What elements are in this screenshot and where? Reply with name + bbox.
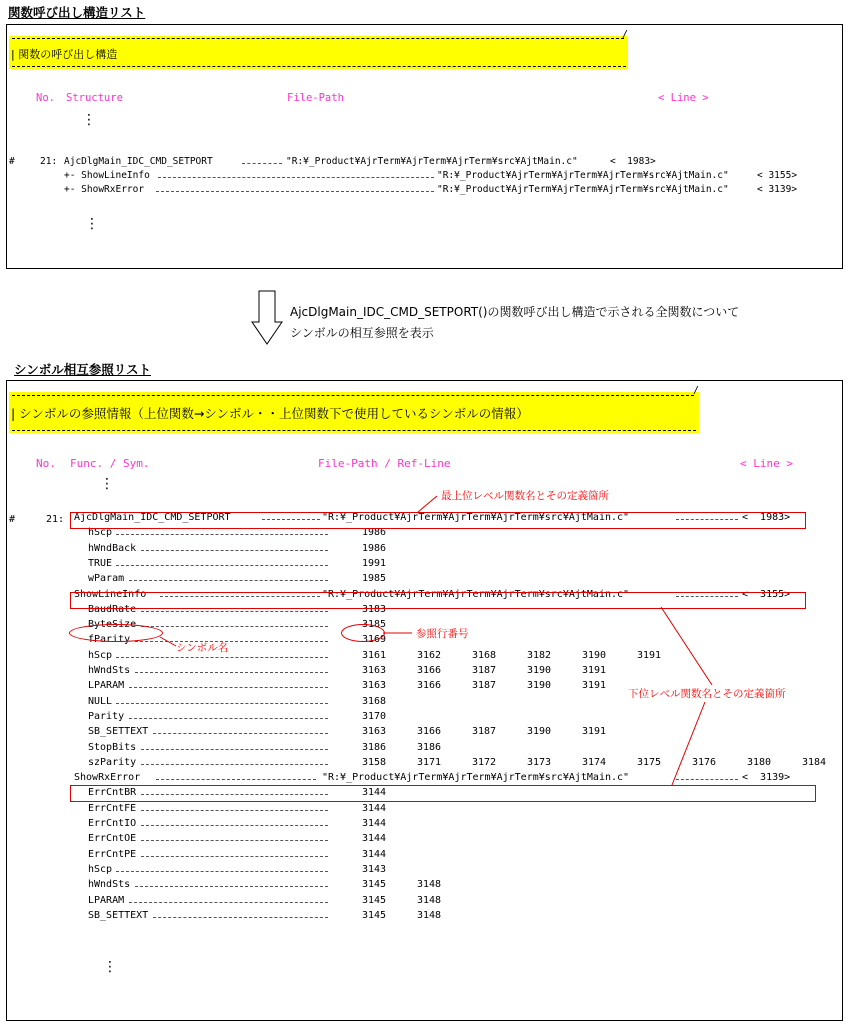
- xref-ref-line-number: 3148: [416, 879, 442, 891]
- xref-ref-line-number: 3191: [636, 649, 662, 661]
- xref-symbol-name: hWndBack: [88, 542, 137, 554]
- xref-ref-line-number: 3175: [636, 756, 662, 768]
- xref-ref-line-number: 3145: [361, 909, 387, 921]
- xref-ref-line-number: 1985: [361, 573, 387, 585]
- xref-ref-line-number: 3187: [471, 680, 497, 692]
- xref-ref-line-number: 3144: [361, 802, 387, 814]
- xref-symbol-name: wParam: [88, 573, 125, 585]
- xref-ref-line-number: 3148: [416, 894, 442, 906]
- xref-ref-line-number: 1986: [361, 542, 387, 554]
- xref-banner-slash: /: [693, 385, 700, 396]
- xref-ref-line-number: 3166: [416, 726, 442, 738]
- s1-child-path: "R:¥_Product¥AjrTerm¥AjrTerm¥AjrTerm¥src¥AjtMain.c": [437, 184, 729, 195]
- xref-symbol-name: ErrCntIO: [88, 818, 137, 829]
- xref-function-line: < 1983>: [742, 512, 791, 523]
- xref-ref-line-number: 3163: [361, 680, 387, 692]
- annotation-ref-line: 参照行番号: [416, 628, 469, 640]
- xref-symbol-name: SB_SETTEXT: [88, 726, 149, 738]
- xref-ref-line-number: 3180: [746, 756, 772, 768]
- s1-row-hash: #: [9, 156, 15, 167]
- s1-child-line: < 3139>: [757, 184, 798, 195]
- xref-function-path: "R:¥_Product¥AjrTerm¥AjrTerm¥AjrTerm¥src¥AjtMain.c": [322, 588, 630, 600]
- xref-ref-line-number: 3172: [471, 756, 497, 768]
- s1-child-name: +- ShowLineInfo: [64, 170, 150, 181]
- xref-symbol-name: szParity: [88, 756, 137, 768]
- xref-ref-line-number: 3166: [416, 665, 442, 676]
- xref-symbol-name: LPARAM: [88, 894, 125, 906]
- xref-ref-line-number: 3191: [581, 680, 607, 692]
- s2-ellipsis-bottom: ⋮: [103, 959, 117, 975]
- xref-ref-line-number: 3163: [361, 726, 387, 738]
- xref-ref-line-number: 3182: [526, 649, 552, 661]
- s1-header-filepath: File-Path: [287, 92, 344, 104]
- xref-ref-line-number: 3162: [416, 649, 442, 661]
- xref-symbol-name: ErrCntFE: [88, 802, 137, 814]
- xref-ref-line-number: 3158: [361, 756, 387, 768]
- xref-ref-line-number: 3190: [526, 726, 552, 738]
- xref-ref-line-number: 3169: [361, 634, 387, 646]
- s2-header-filepath: File-Path / Ref-Line: [318, 457, 451, 470]
- xref-ref-line-number: 3143: [361, 863, 387, 875]
- arrow-note-line2: シンボルの相互参照を表示: [290, 326, 434, 340]
- s1-row-line: < 1983>: [610, 156, 656, 167]
- xref-ref-line-number: 3144: [361, 848, 387, 860]
- xref-ref-line-number: 3191: [581, 665, 607, 676]
- xref-ref-line-number: 3184: [801, 756, 827, 768]
- xref-ref-line-number: 3145: [361, 894, 387, 906]
- xref-symbol-name: hScp: [88, 649, 113, 661]
- xref-symbol-name: Parity: [88, 710, 125, 722]
- xref-symbol-name: TRUE: [88, 557, 113, 569]
- xref-ref-line-number: 3190: [526, 665, 552, 676]
- xref-ref-line-number: 3174: [581, 756, 607, 768]
- xref-function-path: "R:¥_Product¥AjrTerm¥AjrTerm¥AjrTerm¥src¥AjtMain.c": [322, 772, 630, 784]
- xref-ref-line-number: 3144: [361, 833, 387, 845]
- s2-row-hash: #: [9, 514, 16, 525]
- s2-row-number: 21:: [46, 514, 65, 525]
- s2-header-no: No.: [36, 457, 56, 470]
- annotation-top-func: 最上位レベル関数名とその定義箇所: [441, 490, 609, 502]
- xref-ref-line-number: 3183: [361, 603, 387, 615]
- xref-symbol-name: fParity: [88, 634, 131, 646]
- xref-symbol-name: hScp: [88, 527, 113, 539]
- xref-symbol-name: ErrCntBR: [88, 787, 137, 799]
- s2-ellipsis-top: ⋮: [100, 476, 114, 492]
- section2-title: シンボル相互参照リスト: [14, 362, 151, 377]
- xref-function-name: ShowRxError: [74, 772, 141, 784]
- xref-ref-line-number: 3168: [361, 695, 387, 707]
- xref-ref-line-number: 3163: [361, 665, 387, 676]
- xref-ref-line-number: 3191: [581, 726, 607, 738]
- s1-header-line: < Line >: [658, 92, 709, 104]
- s1-ellipsis-top: ⋮: [82, 112, 96, 128]
- xref-function-name: AjcDlgMain_IDC_CMD_SETPORT: [74, 512, 231, 523]
- xref-symbol-name: SB_SETTEXT: [88, 909, 149, 921]
- xref-symbol-name: hScp: [88, 863, 113, 875]
- s1-row-number: 21:: [40, 156, 58, 167]
- s2-header-func: Func. / Sym.: [70, 457, 150, 470]
- xref-ref-line-number: 3173: [526, 756, 552, 768]
- annotation-sym-name: シンボル名: [176, 642, 229, 654]
- call-structure-banner-text: | 関数の呼び出し構造: [11, 48, 118, 61]
- xref-ref-line-number: 3148: [416, 909, 442, 921]
- s1-row-function: AjcDlgMain_IDC_CMD_SETPORT: [64, 156, 213, 167]
- s1-header-no: No.: [36, 92, 55, 104]
- xref-ref-line-number: 3185: [361, 619, 387, 631]
- xref-ref-line-number: 3166: [416, 680, 442, 692]
- xref-ref-line-number: 3190: [526, 680, 552, 692]
- xref-symbol-name: hWndSts: [88, 879, 131, 891]
- xref-ref-line-number: 3171: [416, 756, 442, 768]
- s1-child-line: < 3155>: [757, 170, 798, 181]
- xref-ref-line-number: 3186: [361, 741, 387, 753]
- arrow-note-line1: AjcDlgMain_IDC_CMD_SETPORT()の関数呼び出し構造で示される全関数について: [290, 305, 740, 319]
- xref-ref-line-number: 1986: [361, 527, 387, 539]
- xref-ref-line-number: 1991: [361, 557, 387, 569]
- xref-banner-text: | シンボルの参照情報（上位関数→シンボル・・上位関数下で使用しているシンボルの情報）: [11, 406, 529, 421]
- s1-header-structure: Structure: [66, 92, 123, 104]
- xref-symbol-name: NULL: [88, 695, 113, 707]
- xref-ref-line-number: 3190: [581, 649, 607, 661]
- xref-ref-line-number: 3187: [471, 726, 497, 738]
- xref-ref-line-number: 3187: [471, 665, 497, 676]
- banner-slash: /: [622, 29, 629, 40]
- xref-symbol-name: ErrCntOE: [88, 833, 137, 845]
- xref-ref-line-number: 3176: [691, 756, 717, 768]
- xref-ref-line-number: 3144: [361, 818, 387, 829]
- xref-symbol-name: BaudRate: [88, 603, 137, 615]
- s1-row-path: "R:¥_Product¥AjrTerm¥AjrTerm¥AjrTerm¥src¥AjtMain.c": [286, 156, 578, 167]
- xref-ref-line-number: 3145: [361, 879, 387, 891]
- s1-child-path: "R:¥_Product¥AjrTerm¥AjrTerm¥AjrTerm¥src¥AjtMain.c": [437, 170, 729, 181]
- xref-ref-line-number: 3186: [416, 741, 442, 753]
- s2-header-line: < Line >: [740, 457, 793, 470]
- xref-ref-line-number: 3170: [361, 710, 387, 722]
- annotation-lower-func: 下位レベル関数名とその定義箇所: [628, 688, 786, 700]
- xref-function-path: "R:¥_Product¥AjrTerm¥AjrTerm¥AjrTerm¥src¥AjtMain.c": [322, 512, 630, 523]
- xref-symbol-name: hWndSts: [88, 665, 131, 676]
- xref-function-line: < 3155>: [742, 588, 791, 600]
- xref-ref-line-number: 3168: [471, 649, 497, 661]
- xref-symbol-name: ByteSize: [88, 619, 137, 631]
- s1-child-name: +- ShowRxError: [64, 184, 145, 195]
- xref-symbol-name: ErrCntPE: [88, 848, 137, 860]
- xref-function-line: < 3139>: [742, 772, 791, 784]
- xref-ref-line-number: 3144: [361, 787, 387, 799]
- xref-ref-line-number: 3161: [361, 649, 387, 661]
- xref-symbol-name: StopBits: [88, 741, 137, 753]
- xref-function-name: ShowLineInfo: [74, 588, 147, 600]
- xref-symbol-name: LPARAM: [88, 680, 125, 692]
- section1-title: 関数呼び出し構造リスト: [8, 5, 146, 20]
- s1-ellipsis-bottom: ⋮: [85, 216, 99, 232]
